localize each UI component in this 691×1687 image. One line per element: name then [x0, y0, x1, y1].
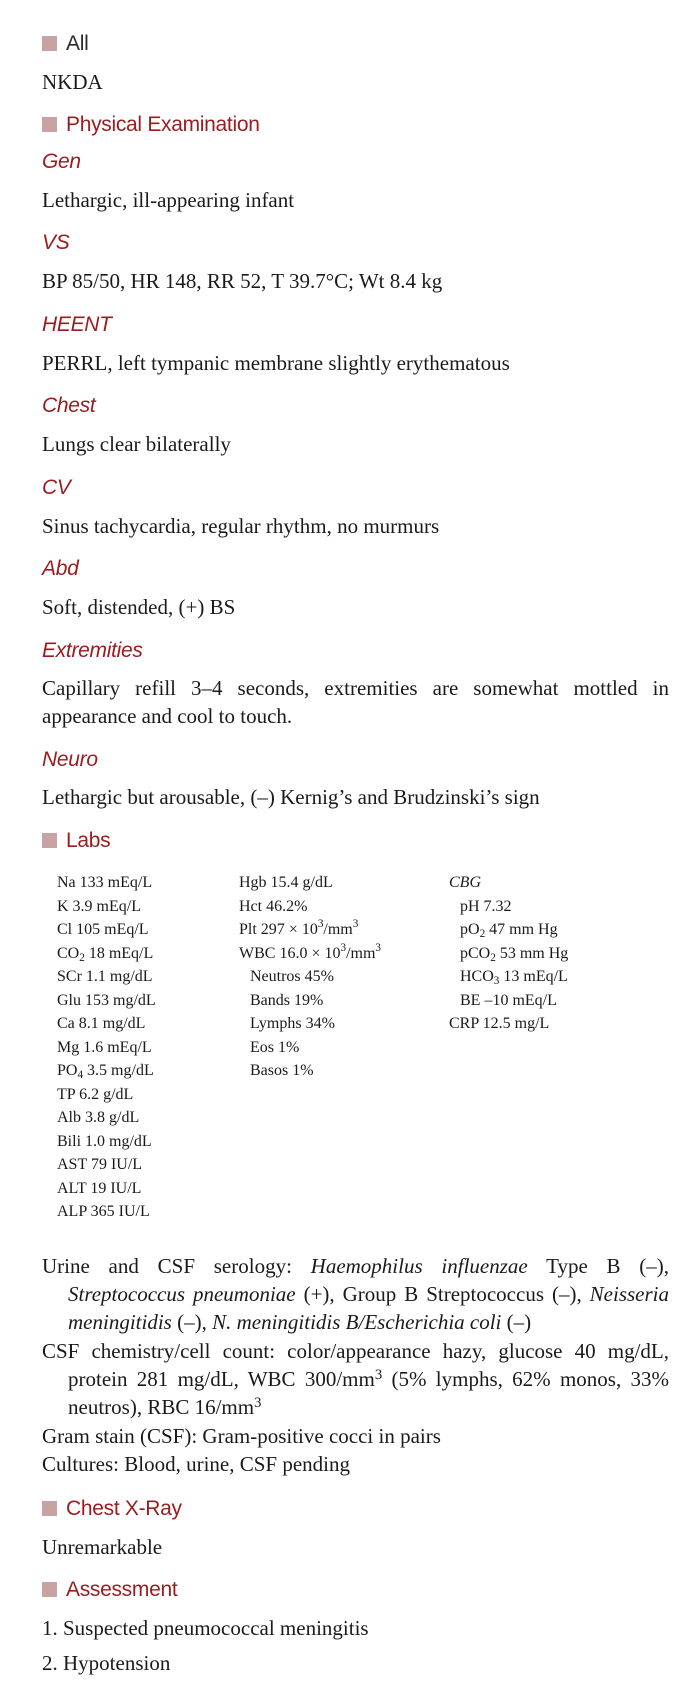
lab-value: Na 133 mEq/L — [57, 874, 153, 891]
cv-text: Sinus tachycardia, regular rhythm, no murmurs — [42, 514, 440, 538]
section-square-icon — [42, 117, 57, 132]
lab-value: pH 7.32 — [460, 897, 512, 915]
lab-subheading: CBG — [449, 874, 481, 891]
gram-stain-paragraph: Gram stain (CSF): Gram-positive cocci in pairs — [42, 1424, 441, 1448]
lab-value: Bands 19% — [250, 991, 324, 1009]
lab-value: ALT 19 IU/L — [57, 1179, 142, 1197]
cv-label: CV — [42, 476, 71, 499]
lab-value: Hgb 15.4 g/dL — [239, 874, 333, 891]
lab-value: $pO_2$ 47 mm Hg — [460, 921, 558, 940]
labs-column-cbg — [449, 871, 568, 1036]
extremities-text: Capillary refill 3–4 seconds, extremities are somewhat mottled in appearance and cool to touch. — [42, 676, 669, 728]
lab-value: $HCO_3$ 13 mEq/L — [460, 968, 568, 987]
lab-value: K 3.9 mEq/L — [57, 897, 141, 915]
physical-exam-heading-text: Physical Examination — [66, 113, 260, 136]
heent-text: PERRL, left tympanic membrane slightly erythematous — [42, 351, 510, 375]
section-square-icon — [42, 833, 57, 848]
lab-value: pCO$_2$ 53 mm Hg — [460, 944, 569, 964]
abd-text: Soft, distended, (+) BS — [42, 595, 236, 619]
vs-label: VS — [42, 231, 70, 254]
allergies-text: NKDA — [42, 70, 103, 94]
gen-label: Gen — [42, 150, 81, 173]
section-square-icon — [42, 1582, 57, 1597]
section-square-icon — [42, 1501, 57, 1516]
gen-text: Lethargic, ill-appearing infant — [42, 188, 295, 212]
section-square-icon — [42, 36, 57, 51]
lab-value: Eos 1% — [250, 1038, 300, 1056]
assessment-item: 2. Hypotension — [42, 1651, 171, 1675]
lab-value: AST 79 IU/L — [57, 1156, 143, 1173]
lab-value: Plt $297 \times 10^3/mm^3$ — [239, 918, 359, 938]
abd-label: Abd — [42, 557, 79, 580]
labs-heading — [42, 829, 110, 853]
labs-column-chemistry — [57, 871, 156, 1224]
chest-label: Chest — [42, 394, 96, 417]
lab-value: $CO_2$ 18 mEq/L — [57, 944, 154, 964]
lab-value: Hct 46.2% — [239, 897, 308, 915]
lab-value: Alb 3.8 g/dL — [57, 1109, 140, 1126]
chest-xray-heading — [42, 1497, 182, 1521]
chest-text: Lungs clear bilaterally — [42, 432, 231, 456]
assessment-heading-text: Assessment — [66, 1578, 178, 1601]
lab-value: SCr 1.1 mg/dL — [57, 968, 153, 985]
lab-value: Glu 153 mg/dL — [57, 991, 156, 1009]
chest-xray-heading-text: Chest X-Ray — [66, 1497, 182, 1520]
extremities-label: Extremities — [42, 639, 143, 662]
chest-xray-text: Unremarkable — [42, 1535, 163, 1559]
heent-label: HEENT — [42, 313, 112, 336]
csf-chemistry-paragraph: CSF chemistry/cell count: color/appearance hazy, glucose 40 mg/dL, protein 281 mg/dL, WBC $300/mm^3$ (5% lymphs, 62% monos, 33% neutros), RBC $16/mm^3$ — [42, 1339, 669, 1419]
lab-value: Mg 1.6 mEq/L — [57, 1038, 152, 1056]
allergies-heading-text: All — [66, 32, 89, 55]
cultures-paragraph: Cultures: Blood, urine, CSF pending — [42, 1452, 351, 1476]
serology-paragraph: Urine and CSF serology: Haemophilus influenzae Type B (–), Streptococcus pneumoniae (+), Group B Streptococcus (–), Neisseria meningitidis (–), N. meningitidis B/Escherichia coli (–) — [42, 1254, 670, 1334]
lab-value: Lymphs 34% — [250, 1015, 335, 1032]
lab-value: Basos 1% — [250, 1062, 314, 1079]
lab-value: WBC $16.0 \times 10^3/mm^3$ — [239, 941, 381, 962]
assessment-item: 1. Suspected pneumococcal meningitis — [42, 1616, 369, 1640]
lab-value: $PO_4$ 3.5 mg/dL — [57, 1062, 154, 1081]
labs-heading-text: Labs — [66, 829, 111, 852]
lab-value: ALP 365 IU/L — [57, 1203, 150, 1220]
lab-value: CRP 12.5 mg/L — [449, 1015, 550, 1032]
labs-column-hematology — [239, 871, 381, 1083]
neuro-label: Neuro — [42, 748, 98, 771]
assessment-heading — [42, 1578, 177, 1602]
physical-exam-heading — [42, 113, 260, 137]
neuro-text: Lethargic but arousable, (–) Kernig’s and Brudzinski’s sign — [42, 785, 540, 809]
allergies-heading — [42, 32, 88, 56]
vs-text: BP 85/50, HR 148, RR 52, T 39.7°C; Wt 8.4 kg — [42, 269, 443, 293]
lab-value: Neutros 45% — [250, 968, 334, 985]
lab-value: TP 6.2 g/dL — [57, 1085, 134, 1103]
lab-value: Cl 105 mEq/L — [57, 921, 149, 938]
lab-value: Ca 8.1 mg/dL — [57, 1015, 146, 1032]
lab-value: Bili 1.0 mg/dL — [57, 1132, 152, 1150]
lab-value: BE –10 mEq/L — [460, 991, 557, 1009]
